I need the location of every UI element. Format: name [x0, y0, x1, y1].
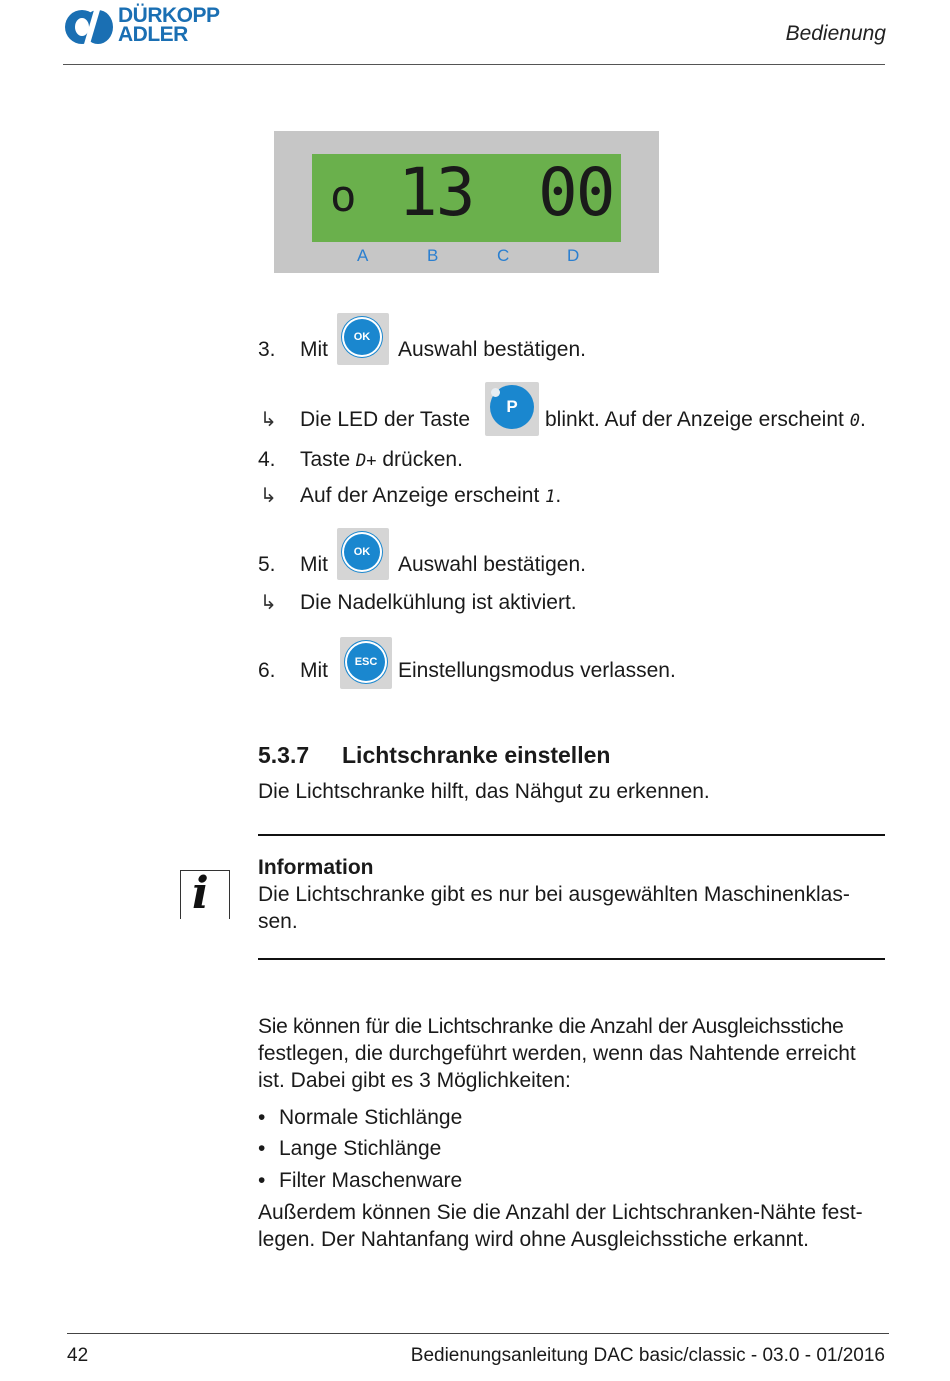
step-number: 3. — [258, 338, 276, 361]
ok-key-button — [337, 313, 389, 365]
bullet-marker: • — [258, 1169, 266, 1192]
step-text: Auswahl bestätigen. — [398, 338, 586, 361]
section-title: Lichtschranke einstellen — [342, 742, 611, 768]
lcd-label-a: A — [357, 246, 369, 265]
p-key-icon: P — [490, 385, 534, 429]
page-number: 42 — [67, 1345, 89, 1366]
lcd-digit-d: 00 — [538, 154, 614, 231]
step-number: 6. — [258, 659, 276, 682]
body-text-line: legen. Der Nahtanfang wird ohne Ausgleichsstiche erkannt. — [258, 1228, 810, 1251]
step-text: Mit — [300, 338, 328, 361]
step-text-part: drücken. — [382, 448, 463, 471]
result-text — [545, 407, 866, 434]
result-text-part: blinkt. Auf der Anzeige erscheint — [545, 408, 844, 431]
brand-logo-icon — [63, 8, 115, 46]
body-text-line: Außerdem können Sie die Anzahl der Lichtschranken-Nähte fest- — [258, 1201, 863, 1224]
result-text: Die Nadelkühlung ist aktiviert. — [300, 591, 577, 614]
step-text: Auswahl bestätigen. — [398, 553, 586, 576]
key-code: D+ — [356, 451, 377, 471]
document-title: Bedienungsanleitung DAC basic/classic - 03.0 - 01/2016 — [410, 1345, 885, 1366]
info-top-divider — [258, 834, 885, 836]
info-bottom-divider — [258, 958, 885, 960]
info-heading: Information — [258, 856, 374, 879]
bullet-marker: • — [258, 1106, 266, 1129]
step-text-part: Taste — [300, 448, 351, 471]
display-code: 0 — [849, 411, 860, 431]
step-text — [300, 447, 463, 474]
lcd-label-d: D — [567, 246, 580, 265]
bullet-item: Lange Stichlänge — [279, 1137, 442, 1160]
result-text — [300, 483, 561, 510]
esc-key-button — [340, 637, 392, 689]
bullet-item: Normale Stichlänge — [279, 1106, 463, 1129]
result-arrow-icon: ↳ — [260, 485, 277, 507]
lcd-label-c: C — [497, 246, 510, 265]
body-text-line: Sie können für die Lichtschranke die Anzahl der Ausgleichsstiche — [258, 1015, 844, 1038]
header-divider — [63, 64, 885, 65]
ok-key-button — [337, 528, 389, 580]
result-text-part: Auf der Anzeige erscheint — [300, 484, 540, 507]
ok-key-icon: OK — [342, 317, 382, 357]
info-text-line: Die Lichtschranke gibt es nur bei ausgewählten Maschinenklas- — [258, 883, 850, 906]
lcd-label-b: B — [427, 246, 439, 265]
section-number: 5.3.7 — [258, 742, 310, 768]
led-indicator-icon — [491, 388, 500, 397]
brand-line-2: ADLER — [118, 23, 188, 46]
body-text-line: ist. Dabei gibt es 3 Möglichkeiten: — [258, 1069, 571, 1092]
step-text: Mit — [300, 659, 328, 682]
info-text-line: sen. — [258, 910, 298, 933]
result-text-end: . — [555, 484, 562, 507]
result-text-end: . — [859, 408, 866, 431]
p-key-button — [485, 382, 539, 436]
bullet-item: Filter Maschenware — [279, 1169, 463, 1192]
bullet-marker: • — [258, 1137, 266, 1160]
display-code: 1 — [545, 487, 556, 507]
step-text: Mit — [300, 553, 328, 576]
step-number: 4. — [258, 448, 276, 471]
ok-key-icon: OK — [342, 532, 382, 572]
result-text: Die LED der Taste — [300, 408, 471, 431]
result-arrow-icon: ↳ — [260, 592, 277, 614]
section-intro: Die Lichtschranke hilft, das Nähgut zu erkennen. — [258, 780, 710, 803]
brand-name — [118, 6, 220, 44]
step-text: Einstellungsmodus verlassen. — [398, 659, 676, 682]
lcd-digit-a: o — [330, 171, 357, 222]
body-text-line: festlegen, die durchgeführt werden, wenn das Nahtende erreicht — [258, 1042, 856, 1065]
footer-divider — [67, 1333, 889, 1334]
result-arrow-icon: ↳ — [260, 409, 277, 431]
brand-line-1: DÜRKOPP — [118, 4, 220, 27]
lcd-digit-b: 13 — [398, 154, 474, 231]
info-icon: i — [192, 868, 209, 919]
esc-key-icon: ESC — [345, 641, 387, 683]
step-number: 5. — [258, 553, 276, 576]
header-section-title: Bedienung — [785, 22, 886, 45]
